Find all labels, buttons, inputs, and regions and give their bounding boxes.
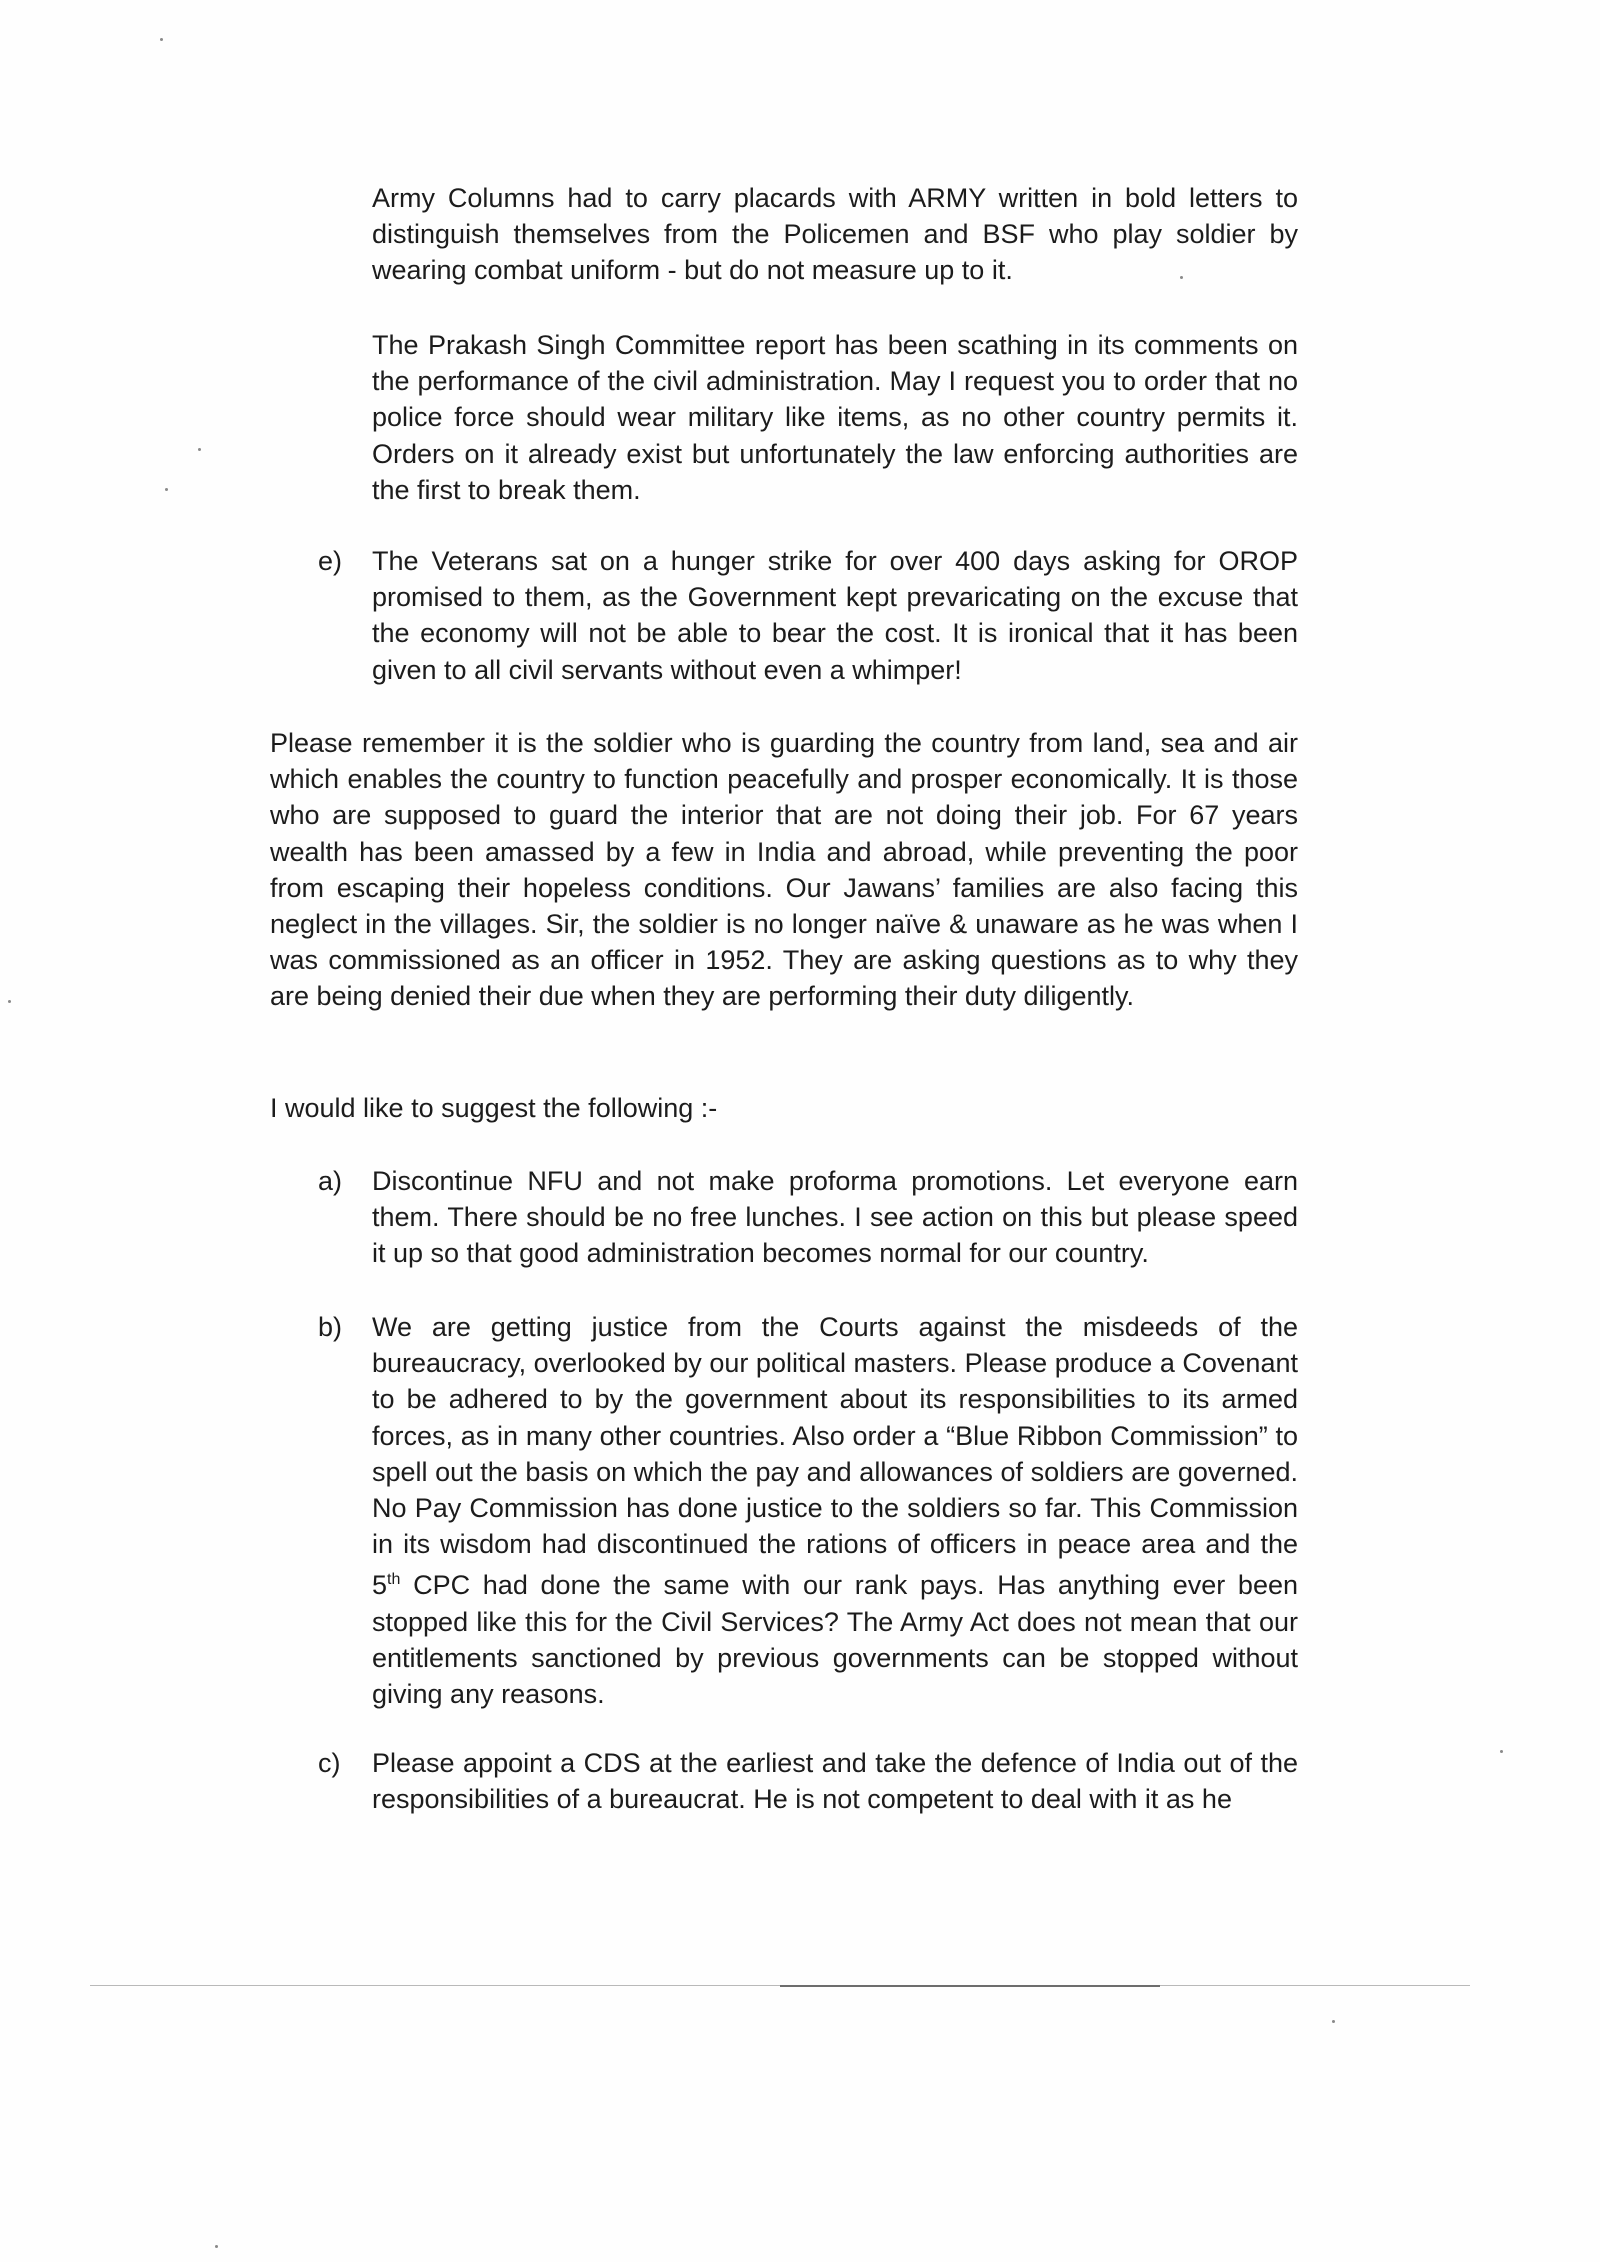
list-marker: c) (318, 1748, 341, 1778)
scan-speck (1500, 1750, 1503, 1753)
list-marker: b) (318, 1312, 343, 1342)
list-item-text: Discontinue NFU and not make proforma promotions. Let everyone earn them. There should be no free lunches. I see action on this but please speed it up so that good administration becomes normal for our country. (372, 1166, 1298, 1269)
item-b-text-part-2: CPC had done the same with our rank pays. Has anything ever been stopped like this for the Civil Services? The Army Act does not mean that our entitlements sanctioned by previous governments can be stopped without giving any reasons. (372, 1570, 1298, 1710)
scan-speck (1180, 276, 1183, 279)
scan-speck (1332, 2020, 1335, 2023)
list-marker: a) (318, 1166, 343, 1196)
list-marker: e) (318, 546, 343, 576)
scan-speck (165, 488, 168, 491)
list-item-text: Please appoint a CDS at the earliest and take the defence of India out of the responsibilities of a bureaucrat. He is not competent to deal with it as he (372, 1748, 1298, 1815)
item-b-text-part-1: We are getting justice from the Courts against the misdeeds of the bureaucracy, overlooked by our political masters. Please produce a Covenant to be adhered to by the government about its responsibilities to its armed forces, as in many other countries. Also order a “Blue Ribbon Commission” to spell out the basis on which the pay and allowances of soldiers are governed. No Pay Commission has done justice to the soldiers so far. This Commission in its wisdom had discontinued the rations of officers in peace area and the 5 (372, 1312, 1298, 1601)
footer-divider-line-dark (780, 1985, 1160, 1987)
scan-speck (215, 2245, 218, 2248)
paragraph-prakash-singh-committee: The Prakash Singh Committee report has been scathing in its comments on the performance of the civil administration. May I request you to order that no police force should wear military like items, as no other country permits it. Orders on it already exist but unfortunately the law enforcing authorities are the first to break them. (372, 330, 1298, 505)
superscript-th: th (387, 1571, 401, 1589)
scan-speck (8, 1000, 11, 1003)
list-item-text (372, 1309, 1298, 1712)
paragraph-soldier-guarding: Please remember it is the soldier who is guarding the country from land, sea and air which enables the country to function peacefully and prosper economically. It is those who are supposed to guard the interior that are not doing their job. For 67 years wealth has been amassed by a few in India and abroad, while preventing the poor from escaping their hopeless conditions. Our Jawans’ families are also facing this neglect in the villages. Sir, the soldier is no longer naïve & unaware as he was when I was commissioned as an officer in 1952. They are asking questions as to why they are being denied their due when they are performing their duty diligently. (270, 728, 1298, 1012)
list-item-text: The Veterans sat on a hunger strike for over 400 days asking for OROP promised to them, as the Government kept prevaricating on the excuse that the economy will not be able to bear the cost. It is ironical that it has been given to all civil servants without even a whimper! (372, 546, 1298, 685)
paragraph-army-columns: Army Columns had to carry placards with ARMY written in bold letters to distinguish themselves from the Policemen and BSF who play soldier by wearing combat uniform - but do not measure up to it. (372, 183, 1298, 286)
scan-speck (160, 38, 163, 41)
suggestions-intro: I would like to suggest the following :- (270, 1093, 718, 1123)
scan-speck (198, 448, 201, 451)
